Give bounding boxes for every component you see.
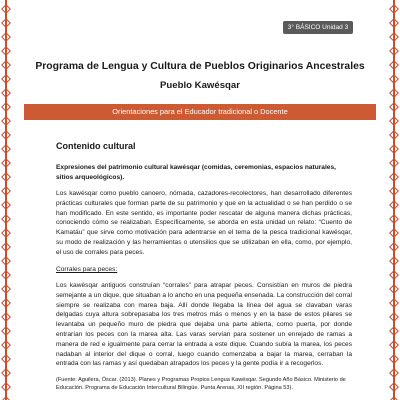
border-diamond <box>390 5 398 13</box>
border-diamond <box>2 271 10 279</box>
border-diamond <box>2 47 10 55</box>
section-heading: Contenido cultural <box>56 141 136 151</box>
section-banner: Orientaciones para el Educador tradicional o Docente <box>24 104 376 120</box>
border-diamond <box>2 117 10 125</box>
decorative-border-left <box>0 0 12 400</box>
border-diamond <box>2 313 10 321</box>
border-diamond <box>390 285 398 293</box>
border-diamond <box>2 103 10 111</box>
decorative-border-right <box>388 0 400 400</box>
border-diamond <box>390 299 398 307</box>
border-diamond <box>390 47 398 55</box>
border-diamond <box>2 5 10 13</box>
border-diamond <box>390 131 398 139</box>
source-citation: (Fuente: Aguilera, Óscar. (2013). Planes y Programas Propios Lengua Kawésqar. Segundo Año Básico. Ministerio de Educación. Programa de Educación Intercultural Bilingüe. Punta Arenas, XII región. Página 53). <box>56 377 346 392</box>
border-diamond <box>390 117 398 125</box>
border-diamond <box>390 159 398 167</box>
border-diamond <box>390 61 398 69</box>
border-diamond <box>2 229 10 237</box>
border-diamond <box>2 383 10 391</box>
border-diamond <box>2 285 10 293</box>
border-diamond <box>2 19 10 27</box>
border-diamond <box>2 369 10 377</box>
border-diamond <box>390 173 398 181</box>
border-diamond <box>2 131 10 139</box>
border-diamond <box>2 299 10 307</box>
border-diamond <box>390 75 398 83</box>
border-pattern-left <box>0 0 12 400</box>
subheading-corrales: Corrales para peces: <box>56 266 118 273</box>
border-diamond <box>390 369 398 377</box>
border-diamond <box>390 355 398 363</box>
border-diamond <box>390 187 398 195</box>
border-diamond <box>390 341 398 349</box>
border-diamond <box>390 33 398 41</box>
border-diamond <box>390 313 398 321</box>
border-diamond <box>2 61 10 69</box>
border-diamond <box>390 229 398 237</box>
border-diamond <box>2 159 10 167</box>
border-diamond <box>390 271 398 279</box>
paragraph-patrimonio: Los kawésqar como pueblo canoero, nómada, cazadores-recolectores, han desarrollado diferentes prácticas culturales que forman parte de su patrimonio y que en la actualidad o se han perdido o se han modificado. En este sentido, es importante poder rescatar de alguna manera dichas prácticas, conociendo cómo se realizaban. Específicamente, se aborda en esta unidad un relato: “Cuento de Kamatáu” que sirve como motivación para adentrarse en el tema de la pesca tradicional kawésqar, su modo de realización y las herramientas o utensilios que se utilizaban en ella, como, por ejemplo, el uso de corrales para peces. <box>56 190 352 256</box>
intro-heading: Expresiones del patrimonio cultural kawésqar (comidas, ceremonias, espacios naturales, sitios arqueológicos). <box>56 164 336 181</box>
border-diamond <box>2 355 10 363</box>
border-diamond <box>2 257 10 265</box>
border-diamond <box>2 215 10 223</box>
border-diamond <box>390 19 398 27</box>
paragraph-corrales: Los kawésqar antiguos construían “corrales” para atrapar peces. Consistían en muros de piedra semejante a un dique, que situaban a lo ancho en una pequeña ensenada. La construcción del corral siempre se realizaba con marea baja. Allí donde llegaba la línea del agua se clavaban varas delgadas cuya altura sobrepasaba los tres metros más o menos y en la base de estos pilares se levantaba un pequeño muro de piedra que dejaba una parte abierta, como puerta, por donde entrarían los peces con la marea alta. Las varas servían para sostener un enrejado de ramas a manera de red e igualmente para cerrar la entrada a este dique. Cuando subía la marea, los peces nadaban al interior del dique o corral, luego cuando comenzaba a bajar la marea, cerraban la entrada con las ramas y así quedaban atrapados los peces y la gente podía ir a recogerlos. <box>56 282 352 368</box>
border-diamond <box>390 89 398 97</box>
border-diamond <box>2 145 10 153</box>
border-diamond <box>2 173 10 181</box>
border-diamond <box>2 201 10 209</box>
border-diamond <box>2 75 10 83</box>
border-diamond <box>390 145 398 153</box>
border-diamond <box>390 243 398 251</box>
border-diamond <box>2 327 10 335</box>
border-diamond <box>390 383 398 391</box>
border-diamond <box>390 201 398 209</box>
border-diamond <box>390 327 398 335</box>
border-diamond <box>390 215 398 223</box>
border-diamond <box>2 341 10 349</box>
document-subtitle: Pueblo Kawésqar <box>160 80 240 91</box>
document-title: Programa de Lengua y Cultura de Pueblos Originarios Ancestrales <box>35 61 365 72</box>
border-diamond <box>2 243 10 251</box>
border-diamond <box>2 187 10 195</box>
border-diamond <box>2 33 10 41</box>
grade-unit-badge: 3° BÁSICO Unidad 3 <box>283 21 353 34</box>
border-diamond <box>390 257 398 265</box>
border-pattern-right <box>388 0 400 400</box>
border-diamond <box>2 89 10 97</box>
border-diamond <box>390 103 398 111</box>
